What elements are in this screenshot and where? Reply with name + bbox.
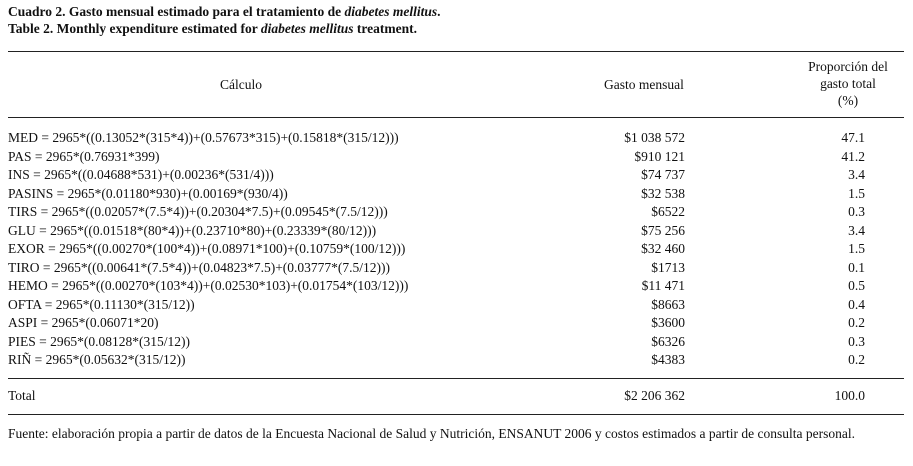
cell-calculo: PIES = 2965*(0.08128*(315/12)) [8,333,190,349]
cell-calculo: EXOR = 2965*((0.00270*(100*4))+(0.08971*100)+(0.10759*(100/12))) [8,241,406,256]
cell-calculo: PAS = 2965*(0.76931*399) [8,148,160,164]
table-row [0,185,913,204]
cell-calculo: PASINS = 2965*(0.01180*930)+(0.00169*(930/4)) [8,185,288,201]
cell-proporcion: 1.5 [848,185,865,201]
caption-text: Table 2. Monthly expenditure estimated for [8,21,261,36]
cell-calculo: RIÑ = 2965*(0.05632*(315/12)) [8,352,186,367]
cell-gasto: $74 737 [641,167,685,182]
caption-spanish [8,3,441,20]
table-row [0,222,913,241]
table-row [0,314,913,333]
cell-calculo: MED = 2965*((0.13052*(315*4))+(0.57673*315)+(0.15818*(315/12))) [8,130,399,145]
header-proporcion [790,58,906,109]
cell-gasto: $75 256 [641,222,685,238]
cell-calculo: ASPI = 2965*(0.06071*20) [8,315,159,330]
header-rule [8,117,904,118]
cell-proporcion: 41.2 [841,148,865,164]
cell-gasto: $11 471 [641,278,685,293]
cell-proporcion: 47.1 [841,130,865,145]
cell-proporcion: 0.4 [848,296,865,312]
cell-gasto: $6522 [651,204,685,219]
total-row [0,387,913,405]
caption-english [8,20,441,37]
cell-gasto: $3600 [651,315,685,330]
cell-proporcion: 0.3 [848,204,865,219]
table-row [0,296,913,315]
cell-proporcion: 3.4 [848,167,865,182]
cell-gasto: $32 460 [641,241,685,256]
cell-calculo: INS = 2965*((0.04688*531)+(0.00236*(531/4))) [8,167,274,182]
cell-proporcion: 1.5 [848,241,865,256]
cell-proporcion: 0.3 [848,333,865,349]
total-rule [8,378,904,379]
cell-gasto: $1 038 572 [624,130,685,145]
cell-calculo: TIRS = 2965*((0.02057*(7.5*4))+(0.20304*7.5)+(0.09545*(7.5/12))) [8,204,388,219]
cell-calculo: OFTA = 2965*(0.11130*(315/12)) [8,296,195,312]
cell-proporcion: 0.1 [848,259,865,275]
cell-proporcion: 0.5 [848,278,865,293]
caption-text: Cuadro 2. Gasto mensual estimado para el tratamiento de [8,4,345,19]
table-row [0,351,913,370]
cell-gasto: $32 538 [641,185,685,201]
caption-italic: diabetes mellitus [260,21,354,36]
cell-proporcion: 3.4 [848,222,865,238]
cell-calculo: HEMO = 2965*((0.00270*(103*4))+(0.02530*103)+(0.01754*(103/12))) [8,278,409,293]
cell-calculo: GLU = 2965*((0.01518*(80*4))+(0.23710*80)+(0.23339*(80/12))) [8,222,377,238]
cell-calculo: TIRO = 2965*((0.00641*(7.5*4))+(0.04823*7.5)+(0.03777*(7.5/12))) [8,259,391,275]
table-row [0,333,913,352]
total-gasto: $2 206 362 [624,388,685,403]
header-proporcion-line: Proporción del [808,59,888,74]
table-row [0,277,913,296]
footnote: Fuente: elaboración propia a partir de datos de la Encuesta Nacional de Salud y Nutrición, ENSANUT 2006 y costos estimados a partir de consulta personal. [8,426,856,441]
table-row [0,259,913,278]
caption-italic: diabetes mellitus [344,4,438,19]
top-rule [8,51,904,52]
cell-gasto: $8663 [651,296,685,312]
cell-gasto: $6326 [651,333,685,349]
header-calculo: Cálculo [220,77,262,92]
caption-text: treatment. [353,21,417,36]
header-gasto-mensual: Gasto mensual [604,77,684,92]
table-caption [8,3,441,37]
header-proporcion-line: (%) [837,93,859,108]
table-row [0,129,913,148]
cell-proporcion: 0.2 [848,352,865,367]
cell-gasto: $1713 [651,259,685,275]
table-row [0,240,913,259]
bottom-rule [8,414,904,415]
table-row [0,166,913,185]
total-label: Total [8,388,36,403]
cell-gasto: $4383 [651,352,685,367]
table-body [0,129,913,370]
total-proporcion: 100.0 [834,388,865,403]
caption-text: . [437,4,441,19]
table-row [0,203,913,222]
table-row [0,148,913,167]
header-proporcion-line: gasto total [820,76,876,91]
cell-gasto: $910 121 [634,148,685,164]
cell-proporcion: 0.2 [848,315,865,330]
